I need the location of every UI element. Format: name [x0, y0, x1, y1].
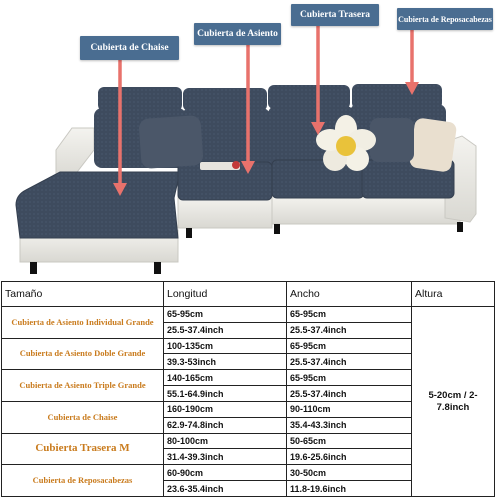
size-type-cell: Cubierta de Asiento Triple Grande [2, 370, 164, 402]
callout-back-cover: Cubierta Trasera [291, 4, 379, 26]
length-cell: 160-190cm [164, 401, 287, 417]
headrest-3 [268, 85, 350, 109]
pillow-cream [409, 117, 458, 172]
table-row [2, 307, 495, 323]
length-cell: 23.6-35.4inch [164, 481, 287, 497]
length-cell: 39.3-53inch [164, 354, 287, 370]
table-header-row [2, 282, 495, 307]
width-cell: 90-110cm [287, 401, 412, 417]
length-cell: 140-165cm [164, 370, 287, 386]
headrest-4 [352, 84, 442, 109]
width-cell: 65-95cm [287, 307, 412, 323]
width-cell: 65-95cm [287, 338, 412, 354]
header-length: Longitud [164, 282, 287, 307]
width-cell: 25.5-37.4inch [287, 322, 412, 338]
width-cell: 35.4-43.3inch [287, 417, 412, 433]
callout-chaise-cover: Cubierta de Chaise [80, 36, 179, 60]
width-cell: 50-65cm [287, 433, 412, 449]
size-table [1, 281, 495, 497]
length-cell: 80-100cm [164, 433, 287, 449]
height-cell: 5-20cm / 2-7.8inch [412, 307, 495, 497]
size-type-cell: Cubierta de Chaise [2, 401, 164, 433]
width-cell: 25.5-37.4inch [287, 386, 412, 402]
length-cell: 31.4-39.3inch [164, 449, 287, 465]
width-cell: 65-95cm [287, 370, 412, 386]
callout-seat-cover: Cubierta de Asiento [194, 23, 281, 45]
chaise-seat [16, 172, 180, 238]
length-cell: 100-135cm [164, 338, 287, 354]
size-type-cell: Cubierta de Asiento Individual Grande [2, 307, 164, 339]
size-type-cell: Cubierta de Reposacabezas [2, 465, 164, 497]
length-cell: 62.9-74.8inch [164, 417, 287, 433]
header-width: Ancho [287, 282, 412, 307]
width-cell: 19.6-25.6inch [287, 449, 412, 465]
width-cell: 11.8-19.6inch [287, 481, 412, 497]
width-cell: 25.5-37.4inch [287, 354, 412, 370]
width-cell: 30-50cm [287, 465, 412, 481]
size-type-cell: Cubierta Trasera M [2, 433, 164, 465]
length-cell: 65-95cm [164, 307, 287, 323]
table-body [2, 307, 495, 497]
header-size: Tamaño [2, 282, 164, 307]
length-cell: 55.1-64.9inch [164, 386, 287, 402]
length-cell: 60-90cm [164, 465, 287, 481]
size-type-cell: Cubierta de Asiento Doble Grande [2, 338, 164, 370]
length-cell: 25.5-37.4inch [164, 322, 287, 338]
headrest-2 [183, 88, 267, 111]
callout-headrest-cover: Cubierta de Reposacabezas [397, 8, 493, 30]
headrest-1 [98, 87, 182, 111]
header-height: Altura [412, 282, 495, 307]
pillow-grey [138, 115, 203, 169]
